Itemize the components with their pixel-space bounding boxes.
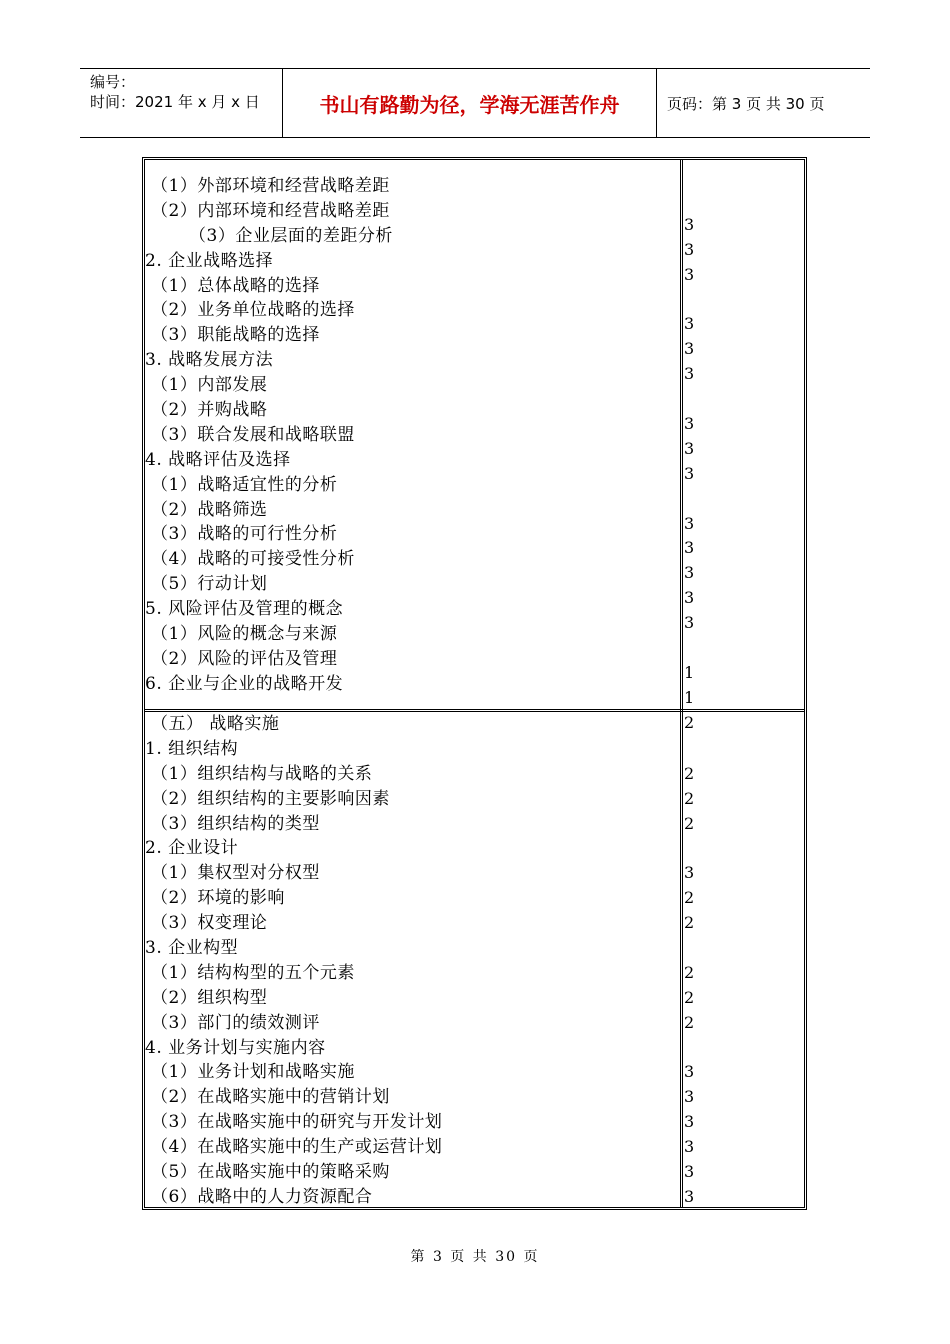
outline-item: 6. 企业与企业的战略开发 — [145, 673, 344, 694]
level-value: 3 — [684, 863, 695, 883]
level-value: 2 — [684, 712, 695, 732]
level-value — [684, 836, 784, 861]
outline-item: （5）在战略实施中的策略采购 — [151, 1162, 390, 1183]
level-value: 3 — [684, 314, 695, 334]
level-value: 3 — [684, 463, 695, 483]
level-value: 3 — [684, 613, 695, 633]
level-value: 2 — [684, 763, 695, 783]
outline-item: （2）并购战略 — [151, 400, 268, 421]
level-value: 3 — [684, 364, 695, 384]
outline-item: 4. 业务计划与实施内容 — [145, 1037, 326, 1058]
level-value: 3 — [684, 588, 695, 608]
outline-item: 2. 企业设计 — [145, 838, 239, 859]
level-value: 3 — [684, 563, 695, 583]
outline-item: 3. 战略发展方法 — [145, 350, 274, 371]
outline-item: （5）行动计划 — [151, 574, 268, 595]
outline-item: （2）组织结构的主要影响因素 — [151, 788, 390, 809]
outline-item: 4. 战略评估及选择 — [145, 449, 291, 470]
level-value: 3 — [684, 1112, 695, 1132]
column-divider — [680, 160, 683, 1207]
level-value: 2 — [684, 913, 695, 933]
header-meta — [80, 69, 282, 137]
outline-item: （五） 战略实施 — [151, 714, 280, 734]
outline-item: （2）战略筛选 — [151, 499, 268, 520]
level-value: 3 — [684, 414, 695, 434]
level-value: 3 — [684, 264, 695, 284]
outline-item: （2）在战略实施中的营销计划 — [151, 1087, 390, 1108]
outline-item: （1）内部发展 — [151, 375, 268, 396]
outline-item: （4）战略的可接受性分析 — [151, 549, 355, 570]
section1-items — [145, 174, 680, 697]
outline-item: （4）在战略实施中的生产或运营计划 — [151, 1137, 443, 1158]
serial-label: 编号： — [90, 73, 136, 91]
level-value: 3 — [684, 1137, 695, 1157]
level-value — [684, 288, 784, 313]
level-value: 2 — [684, 1012, 695, 1032]
outline-item: （2）业务单位战略的选择 — [151, 300, 355, 321]
level-value: 2 — [684, 788, 695, 808]
level-value: 3 — [684, 513, 695, 533]
section1-levels — [684, 188, 784, 736]
outline-item: 5. 风险评估及管理的概念 — [145, 599, 344, 620]
outline-item: （1）集权型对分权型 — [151, 863, 320, 884]
outline-item: （2）风险的评估及管理 — [151, 648, 338, 669]
outline-item: （3）企业层面的差距分析 — [189, 225, 393, 246]
level-value — [684, 188, 784, 213]
level-value — [684, 936, 784, 961]
outline-item: （3）权变理论 — [151, 913, 268, 934]
level-value: 3 — [684, 1162, 695, 1182]
outline-item: （6）战略中的人力资源配合 — [151, 1186, 373, 1207]
syllabus-table — [142, 157, 807, 1210]
header-page-info: 页码：第 3 页 共 30 页 — [667, 94, 825, 113]
level-value: 3 — [684, 239, 695, 259]
outline-item: 1. 组织结构 — [145, 738, 239, 759]
level-value: 2 — [684, 888, 695, 908]
outline-item: （3）职能战略的选择 — [151, 325, 320, 346]
outline-item: （3）组织结构的类型 — [151, 813, 320, 834]
outline-item: （1）外部环境和经营战略差距 — [151, 176, 390, 196]
level-value: 3 — [684, 1186, 695, 1206]
outline-item: 2. 企业战略选择 — [145, 250, 274, 271]
page-footer: 第 3 页 共 30 页 — [410, 1249, 540, 1265]
date-label: 时间：2021 年 x 月 x 日 — [90, 93, 260, 111]
level-value: 2 — [684, 813, 695, 833]
level-value — [684, 737, 784, 762]
level-value: 2 — [684, 962, 695, 982]
level-value: 1 — [684, 662, 695, 682]
header-motto: 书山有路勤为径，学海无涯苦作舟 — [282, 69, 657, 137]
outline-item: （3）部门的绩效测评 — [151, 1012, 320, 1033]
outline-item: （3）战略的可行性分析 — [151, 524, 338, 545]
outline-item: （3）联合发展和战略联盟 — [151, 424, 355, 445]
outline-item: 3. 企业构型 — [145, 938, 239, 959]
level-value: 3 — [684, 214, 695, 234]
level-value — [684, 712, 784, 737]
outline-item: （2）环境的影响 — [151, 888, 285, 909]
outline-item: （1）总体战略的选择 — [151, 275, 320, 296]
outline-item: （1）组织结构与战略的关系 — [151, 763, 373, 784]
level-value: 3 — [684, 538, 695, 558]
level-value — [684, 487, 784, 512]
outline-item: （1）风险的概念与来源 — [151, 624, 338, 645]
section2-items — [145, 712, 680, 1210]
level-value: 3 — [684, 339, 695, 359]
outline-item: （1）业务计划和战略实施 — [151, 1062, 355, 1083]
level-value: 1 — [684, 687, 695, 707]
page-header — [80, 68, 870, 138]
level-value: 2 — [684, 987, 695, 1007]
outline-item: （2）组织构型 — [151, 987, 268, 1008]
level-value — [684, 1036, 784, 1061]
outline-item: （3）在战略实施中的研究与开发计划 — [151, 1112, 443, 1133]
level-value: 3 — [684, 438, 695, 458]
outline-item: （1）结构构型的五个元素 — [151, 962, 355, 983]
outline-item: （1）战略适宜性的分析 — [151, 474, 338, 495]
level-value — [684, 636, 784, 661]
level-value — [684, 387, 784, 412]
level-value: 3 — [684, 1087, 695, 1107]
section2-levels — [684, 712, 784, 1210]
level-value: 3 — [684, 1062, 695, 1082]
outline-item: （2）内部环境和经营战略差距 — [151, 200, 390, 221]
